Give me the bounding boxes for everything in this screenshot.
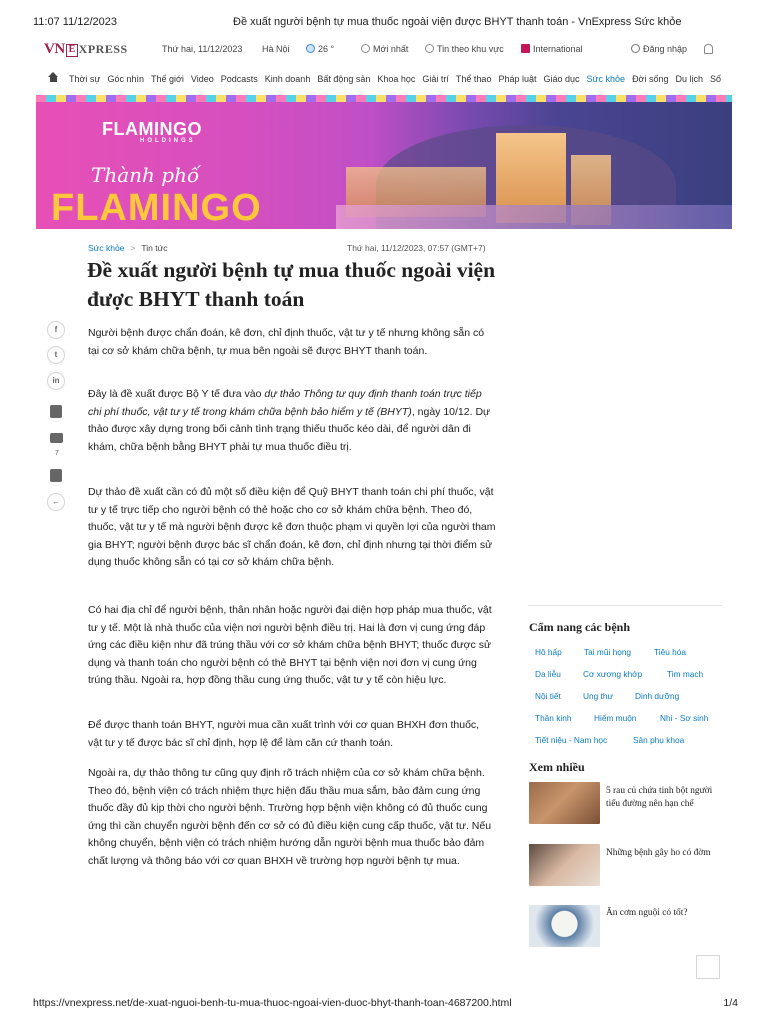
sidebar-divider [528, 605, 722, 606]
home-icon[interactable] [48, 72, 59, 82]
most-viewed-thumb[interactable] [529, 844, 600, 886]
disease-tag[interactable]: Sản phụ khoa [633, 735, 685, 745]
latest-news-link[interactable] [361, 44, 408, 54]
paragraph-text: Đây là đề xuất được Bộ Y tế đưa vào [88, 388, 265, 400]
logo-e: E [66, 44, 78, 57]
disease-tag[interactable]: Nhi - Sơ sinh [660, 713, 709, 723]
bell-icon[interactable] [704, 44, 713, 54]
disease-tag[interactable]: Nội tiết [535, 691, 561, 701]
nav-item[interactable]: Video [190, 74, 214, 84]
weather-temp: 26 ° [318, 44, 335, 54]
article-paragraph: Để được thanh toán BHYT, người mua cần xuất trình với cơ quan BHXH đơn thuốc, vật tư y tế được bác sĩ chỉ định, hợp lệ để làm căn cứ thanh toán. [88, 719, 480, 749]
print-time: 11:07 11/12/2023 [33, 16, 118, 28]
nav-item[interactable]: Thế giới [150, 74, 184, 84]
clock-icon [361, 44, 370, 53]
banner-script: Thành phố [91, 163, 200, 187]
nav-item[interactable]: Bất động sản [317, 74, 371, 84]
nav-item[interactable]: Du lịch [675, 74, 703, 84]
banner-brand-name: FLAMINGO [102, 119, 202, 139]
nav-item[interactable]: Góc nhìn [107, 74, 144, 84]
handbook-title: Cẩm nang các bệnh [529, 620, 631, 634]
user-icon [631, 44, 640, 53]
most-viewed-item[interactable]: 5 rau củ chứa tinh bột người tiểu đường nên hạn chế [606, 786, 713, 809]
disease-tag[interactable]: Da liễu [535, 669, 561, 679]
article-paragraph: Có hai địa chỉ để người bệnh, thân nhân hoặc người đại diện hợp pháp mua thuốc, vật tư y tế. Một là nhà thuốc của viện nơi người bệnh điều trị. Hai là đơn vị cung ứng đáp ứng các điều kiện như đã trúng thầu với cơ sở khám chữa bệnh BHYT; thuốc được sử dụng và thanh toán cho người bệnh có thẻ BHYT tại bệnh viện nơi đơn vị cung ứng trúng thầu. Ngoài ra, hợp đồng thầu cung ứng thuốc, vật tư y tế còn hiệu lực. [88, 604, 492, 687]
print-footer [33, 997, 738, 1011]
disease-tag[interactable]: Ung thư [583, 691, 613, 701]
weather[interactable] [306, 44, 334, 54]
most-viewed-thumb[interactable] [529, 905, 600, 947]
most-viewed-item[interactable]: Những bệnh gây ho có đờm [606, 848, 711, 858]
paragraph-text: , ngày 10/12. Dự thảo được xây dựng trong bối cảnh tình trạng thiếu thuốc kéo dài, để người dân đi khám, chữa bệnh bằng BHYT phải tự mua thuốc điều trị. [88, 405, 491, 453]
top-bar [36, 36, 768, 62]
print-url: https://vnexpress.net/de-xuat-nguoi-benh-tu-mua-thuoc-ngoai-vien-duoc-bhyt-thanh-toan-4687200.html [33, 997, 512, 1009]
facebook-share-icon[interactable]: f [47, 321, 65, 339]
international-icon [521, 44, 530, 53]
disease-tag[interactable]: Thần kinh [535, 713, 572, 723]
most-viewed-title: Xem nhiều [529, 760, 585, 774]
disease-tag[interactable]: Hiếm muộn [594, 713, 637, 723]
login-link[interactable] [631, 44, 687, 54]
save-icon[interactable] [50, 469, 62, 482]
print-page-number: 1/4 [723, 997, 738, 1009]
breadcrumb [88, 243, 168, 253]
article-title: Đề xuất người bệnh tự mua thuốc ngoài viện được BHYT thanh toán [87, 258, 496, 311]
header-date: Thứ hai, 11/12/2023 [162, 44, 243, 54]
vnexpress-logo[interactable] [44, 41, 128, 58]
bookmark-icon[interactable] [50, 405, 62, 418]
comment-icon[interactable] [50, 433, 63, 443]
chevron-right-icon: > [130, 243, 136, 253]
local-news-label: Tin theo khu vực [437, 44, 504, 54]
draft-name-link: dự thảo Thông tư quy định thanh toán trực tiếp chi phí thuốc, vật tư y tế trong khám chữa bệnh bảo hiểm y tế (BHYT) [88, 388, 482, 418]
nav-item[interactable]: Pháp luật [498, 74, 537, 84]
banner-stripe [36, 95, 732, 102]
disease-tag[interactable]: Tiêu hóa [654, 647, 686, 657]
nav-item[interactable]: Khoa học [377, 74, 416, 84]
nav-item[interactable]: Podcasts [220, 74, 258, 84]
nav-item[interactable]: Kinh doanh [264, 74, 311, 84]
disease-tag[interactable]: Hô hấp [535, 647, 562, 657]
ad-banner[interactable] [36, 95, 732, 229]
nav-item[interactable]: Đời sống [632, 74, 669, 84]
international-link[interactable] [521, 44, 583, 54]
logo-xpress: XPRESS [78, 42, 128, 56]
article-date: Thứ hai, 11/12/2023, 07:57 (GMT+7) [347, 243, 486, 253]
weather-icon [306, 44, 315, 53]
scroll-top-button[interactable] [696, 955, 720, 979]
banner-headline: FLAMINGO [51, 187, 262, 229]
disease-tag[interactable]: Tai mũi họng [584, 647, 632, 657]
nav-item[interactable]: Thời sự [69, 74, 101, 84]
back-arrow-icon[interactable]: ← [47, 493, 65, 511]
breadcrumb-item[interactable]: Sức khỏe [88, 243, 125, 253]
nav-items [69, 74, 728, 84]
nav-item[interactable]: Số [710, 74, 722, 84]
header-location[interactable]: Hà Nội [262, 44, 290, 54]
login-label: Đăng nhập [643, 44, 688, 54]
article-paragraph [88, 386, 496, 456]
disease-tag[interactable]: Cơ xương khớp [583, 669, 643, 679]
banner-brand-sub: HOLDINGS [140, 138, 196, 144]
most-viewed-thumb[interactable] [529, 782, 600, 824]
banner-sea [336, 205, 732, 229]
print-header [33, 16, 738, 30]
breadcrumb-item[interactable]: Tin tức [141, 243, 168, 253]
latest-news-label: Mới nhất [373, 44, 409, 54]
nav-item[interactable]: Thể thao [455, 74, 492, 84]
article-paragraph: Dự thảo đề xuất cần có đủ một số điều kiện để Quỹ BHYT thanh toán chi phí thuốc, vật tư y tế trực tiếp cho người bệnh có thẻ hoặc cho cơ sở khám chữa bệnh. Theo đó, thuốc, vật tư y tế mà người bệnh được kê đơn thuộc phạm vi quyền lợi của người tham gia BHYT; người bệnh được bác sĩ chẩn đoán, kê đơn, chỉ định nhưng tại thời điểm sử dụng thuốc không sẵn có tại cơ sở khám chữa bệnh. [88, 486, 496, 569]
print-page-title: Đề xuất người bệnh tự mua thuốc ngoài viện được BHYT thanh toán - VnExpress Sức khỏe [233, 16, 682, 28]
linkedin-share-icon[interactable]: in [47, 372, 65, 390]
main-nav [36, 69, 768, 89]
local-news-link[interactable] [425, 44, 504, 54]
comment-count: 7 [55, 450, 59, 457]
nav-item[interactable]: Giải trí [422, 74, 449, 84]
disease-tag[interactable]: Tiết niệu - Nam học [535, 735, 608, 745]
article-lead: Người bệnh được chẩn đoán, kê đơn, chỉ định thuốc, vật tư y tế nhưng không sẵn có tại cơ sở khám chữa bệnh, tự mua bên ngoài sẽ được BHYT thanh toán. [88, 327, 485, 357]
disease-tag[interactable]: Dinh dưỡng [635, 691, 680, 701]
most-viewed-item[interactable]: Ăn cơm nguội có tốt? [606, 908, 688, 918]
logo-vn: VN [44, 41, 65, 57]
banner-brand [102, 119, 202, 144]
article-paragraph: Ngoài ra, dự thảo thông tư cũng quy định rõ trách nhiệm của cơ sở khám chữa bệnh. Theo đó, bệnh viện có trách nhiệm thực hiện đấu thầu mua sắm, bảo đảm cung ứng thuốc đầy đủ kịp thời cho người bệnh. Trường hợp bệnh viện không có đủ thuốc cung ứng thì cần chuyển người bệnh đến cơ sở có đủ điều kiện cung cấp thuốc, vật tư. Nếu không chuyển, bệnh viện có trách nhiệm hướng dẫn người bệnh mua thuốc bảo đảm chất lượng và thông báo với cơ quan BHXH về trường hợp người bệnh tự mua. [88, 767, 492, 867]
twitter-share-icon[interactable]: t [47, 346, 65, 364]
location-pin-icon [425, 44, 434, 53]
nav-item[interactable]: Sức khỏe [586, 74, 626, 84]
international-label: International [533, 44, 583, 54]
disease-tag[interactable]: Tim mạch [667, 669, 704, 679]
nav-item[interactable]: Giáo dục [543, 74, 580, 84]
